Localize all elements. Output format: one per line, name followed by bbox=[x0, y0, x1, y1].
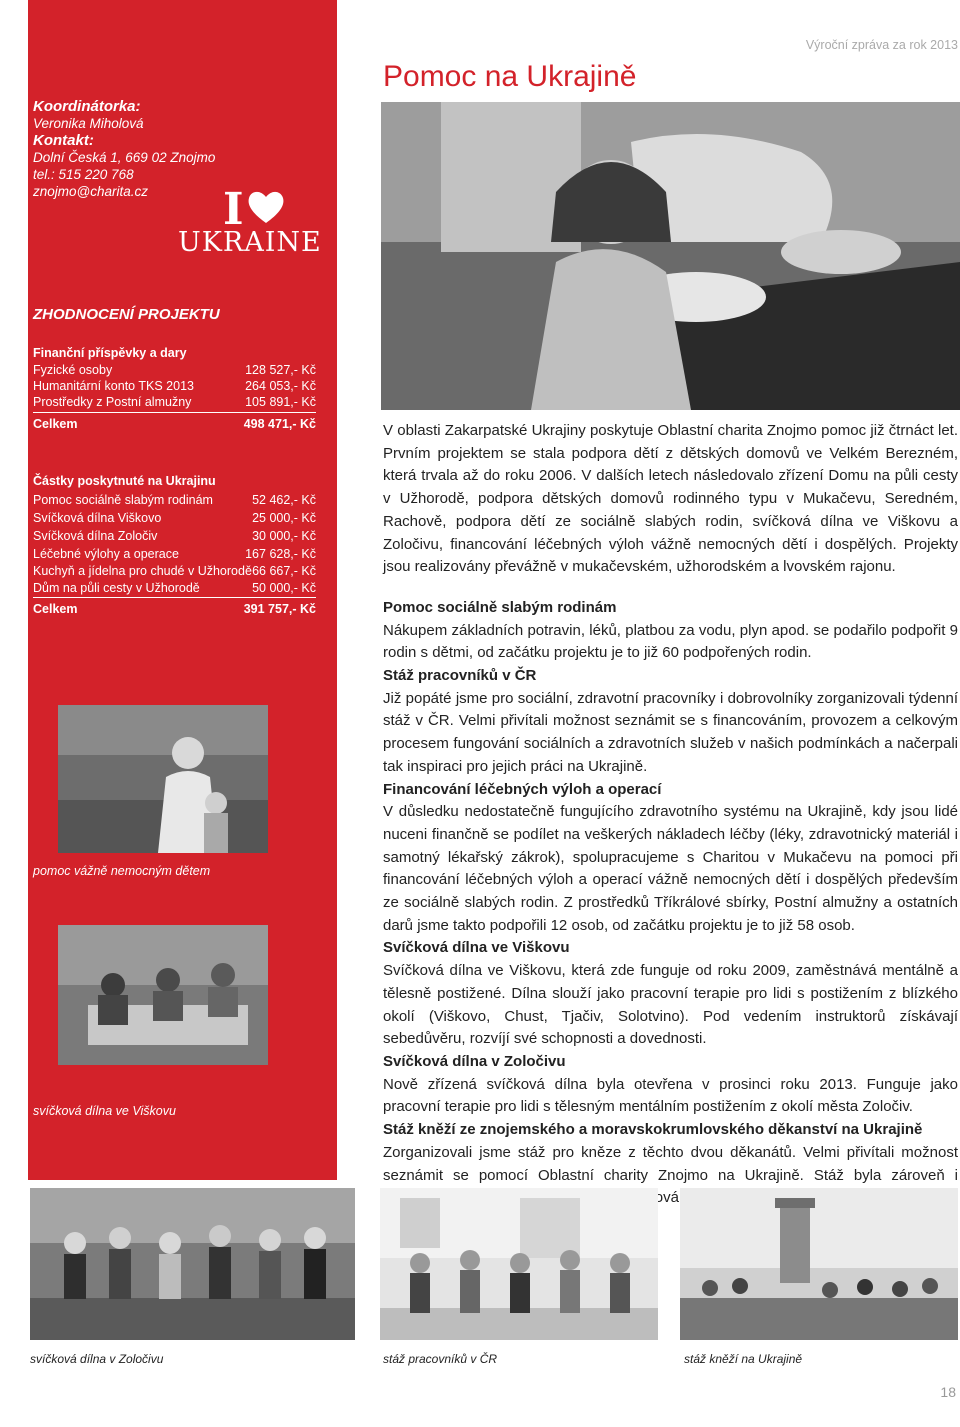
photo-candle-workshop-viskovo bbox=[58, 925, 268, 1065]
section-title: Stáž kněží ze znojemského a moravskokrumlovského děkanství na Ukrajině bbox=[383, 1121, 923, 1139]
evaluation-heading: ZHODNOCENÍ PROJEKTU bbox=[33, 306, 220, 323]
contribution-row bbox=[33, 378, 316, 394]
page-title: Pomoc na Ukrajině bbox=[383, 60, 637, 93]
contribution-row bbox=[33, 362, 316, 378]
photo-sick-children bbox=[58, 705, 268, 853]
logo-letter-i: I bbox=[223, 184, 244, 235]
heart-icon bbox=[246, 189, 286, 225]
section-title: Financování léčebných výloh a operací bbox=[383, 780, 662, 798]
allocation-label: Pomoc sociálně slabým rodinám bbox=[33, 493, 213, 507]
section-text: Nákupem základních potravin, léků, platbou za vodu, plyn apod. se podařilo podpořit 9 rodin s dětmi, od začátku projektu je to již 60 podpořených rodin. bbox=[383, 621, 958, 662]
contribution-total-row bbox=[33, 416, 316, 432]
contribution-total-label: Celkem bbox=[33, 417, 78, 431]
contribution-label: Humanitární konto TKS 2013 bbox=[33, 379, 194, 393]
hero-photo-girl-eating bbox=[381, 102, 960, 410]
caption-bottom3: stáž kněží na Ukrajině bbox=[684, 1352, 803, 1366]
caption-photo1: pomoc vážně nemocným dětem bbox=[33, 864, 211, 878]
allocation-value: 52 462,- Kč bbox=[252, 493, 316, 507]
divider bbox=[33, 597, 316, 598]
logo-word: UKRAINE bbox=[178, 227, 322, 258]
allocation-label: Svíčková dílna Zoločiv bbox=[33, 529, 158, 543]
contact-label: Kontakt: bbox=[33, 132, 94, 149]
photo-candle-workshop-zolociv bbox=[30, 1188, 355, 1340]
page-number: 18 bbox=[940, 1384, 956, 1400]
contribution-value: 128 527,- Kč bbox=[245, 363, 316, 377]
allocation-row bbox=[33, 528, 316, 544]
contribution-value: 105 891,- Kč bbox=[245, 395, 316, 409]
allocation-label: Dům na půli cesty v Užhorodě bbox=[33, 581, 200, 595]
contribution-label: Prostředky z Postní almužny bbox=[33, 395, 192, 409]
caption-bottom2: stáž pracovníků v ČR bbox=[383, 1352, 498, 1366]
allocation-row bbox=[33, 580, 316, 596]
sidebar bbox=[28, 0, 337, 1180]
photo-priests-internship bbox=[680, 1188, 958, 1340]
allocation-value: 30 000,- Kč bbox=[252, 529, 316, 543]
contribution-total-value: 498 471,- Kč bbox=[243, 417, 316, 431]
allocation-row bbox=[33, 563, 316, 579]
section-text: Zorganizovali jsme stáž pro kněze z těchto dvou děkanátů. Velmi přivítali možnost seznámit se pomocí Oblastní charity Znojmo na Ukrajině. Stáž byla zároveň i bbox=[383, 1143, 958, 1184]
contact-phone: tel.: 515 220 768 bbox=[33, 167, 134, 182]
allocations-heading: Částky poskytnuté na Ukrajinu bbox=[33, 474, 216, 488]
allocation-value: 66 667,- Kč bbox=[252, 564, 316, 578]
divider bbox=[33, 412, 316, 413]
section-title: Pomoc sociálně slabým rodinám bbox=[383, 598, 617, 616]
caption-bottom1: svíčková dílna v Zoločivu bbox=[30, 1352, 164, 1366]
contact-block bbox=[33, 98, 215, 200]
allocation-row bbox=[33, 510, 316, 526]
allocation-row bbox=[33, 546, 316, 562]
coordinator-label: Koordinátorka: bbox=[33, 98, 141, 115]
allocation-value: 50 000,- Kč bbox=[252, 581, 316, 595]
allocation-total-label: Celkem bbox=[33, 602, 78, 616]
allocation-value: 25 000,- Kč bbox=[252, 511, 316, 525]
section-title: Svíčková dílna ve Viškovu bbox=[383, 939, 570, 957]
caption-photo2: svíčková dílna ve Viškovu bbox=[33, 1104, 176, 1118]
allocation-label: Léčebné výlohy a operace bbox=[33, 547, 179, 561]
contribution-row bbox=[33, 394, 316, 410]
section-text: V důsledku nedostatečně fungujícího zdravotního systému na Ukrajině, kdy jsou lidé nuceni finančně se podílet na veškerých nákladech léčby (léky, zdravotnický materiál i samotný lékařský zákrok), spolupracujeme s Charitou v Mukačevu na pomoci při financování léčebných výloh a operací vážně nemocných dětí i dospělých především ze sociálně slabých rodin. Z prostředků Tříkrálové sbírky, Postní almužny a ostatních darů jsme takto podpořili 12 osob, od začátku projektu je to již 58 osob. bbox=[383, 803, 958, 934]
contact-address: Dolní Česká 1, 669 02 Znojmo bbox=[33, 150, 216, 165]
allocation-value: 167 628,- Kč bbox=[245, 547, 316, 561]
photo-staff-internship bbox=[380, 1188, 658, 1340]
contributions-heading: Finanční příspěvky a dary bbox=[33, 346, 187, 360]
section-text: Již popáté jsme pro sociální, zdravotní pracovníky i dobrovolníky zorganizovali týdenní stáž v ČR. Velmi přivítali možnost seznámit se s financováním, provozem a celkovým procesem fungování sociálních a zdravotních služeb v našich podmínkách a načerpali tak inspiraci pro jejich práci na Ukrajině. bbox=[383, 689, 958, 775]
allocation-total-value: 391 757,- Kč bbox=[243, 602, 316, 616]
section-title: Stáž pracovníků v ČR bbox=[383, 667, 537, 685]
contribution-label: Fyzické osoby bbox=[33, 363, 113, 377]
contribution-value: 264 053,- Kč bbox=[245, 379, 316, 393]
allocation-label: Svíčková dílna Viškovo bbox=[33, 511, 162, 525]
section-text: Svíčková dílna ve Viškovu, která zde funguje od roku 2009, zaměstnává mentálně a tělesně postižené. Dílna slouží jako pracovní terapie pro lidi s postižením z blízkého okolí (Viškovo, Chust, Tjačiv, Solotvino). Pod vedením instruktorů získávají sebedůvěru, rozvíjí své schopnosti a dovednosti. bbox=[383, 962, 958, 1048]
section-title: Svíčková dílna v Zoločivu bbox=[383, 1052, 566, 1070]
section-text: Nově zřízená svíčková dílna byla otevřena v prosinci roku 2013. Funguje jako pracovní terapie pro lidi s tělesným mentálním postižením z okolí města Zoločiv. bbox=[383, 1075, 958, 1116]
coordinator-name: Veronika Miholová bbox=[33, 116, 144, 131]
allocation-label: Kuchyň a jídelna pro chudé v Užhorodě bbox=[33, 564, 252, 578]
article-body bbox=[383, 420, 958, 1210]
intro-paragraph: V oblasti Zakarpatské Ukrajiny poskytuje Oblastní charita Znojmo pomoc již čtrnáct let. Prvním projektem se stala podpora dětí z dětských domovů ve Velkém Berezném, která trvala až do roku 2006. V dalších letech následovalo zřízení Domu na půli cesty v Užhorodě, podpora dětských domovů rodinného typu v Mukačevu, Seredném, Rachově, podpora dětí ze sociálně slabých rodin, svíčková dílna ve Viškovu a Zoločivu, financování léčebných výloh vážně nemocných dětí i dospělých. Projekty jsou realizovány převážně v mukačevském, užhorodském a lvovském rajonu. bbox=[383, 422, 958, 576]
annual-report-label: Výroční zpráva za rok 2013 bbox=[805, 38, 958, 52]
allocation-row bbox=[33, 492, 316, 508]
contact-email: znojmo@charita.cz bbox=[33, 184, 148, 199]
allocation-total-row bbox=[33, 601, 316, 617]
